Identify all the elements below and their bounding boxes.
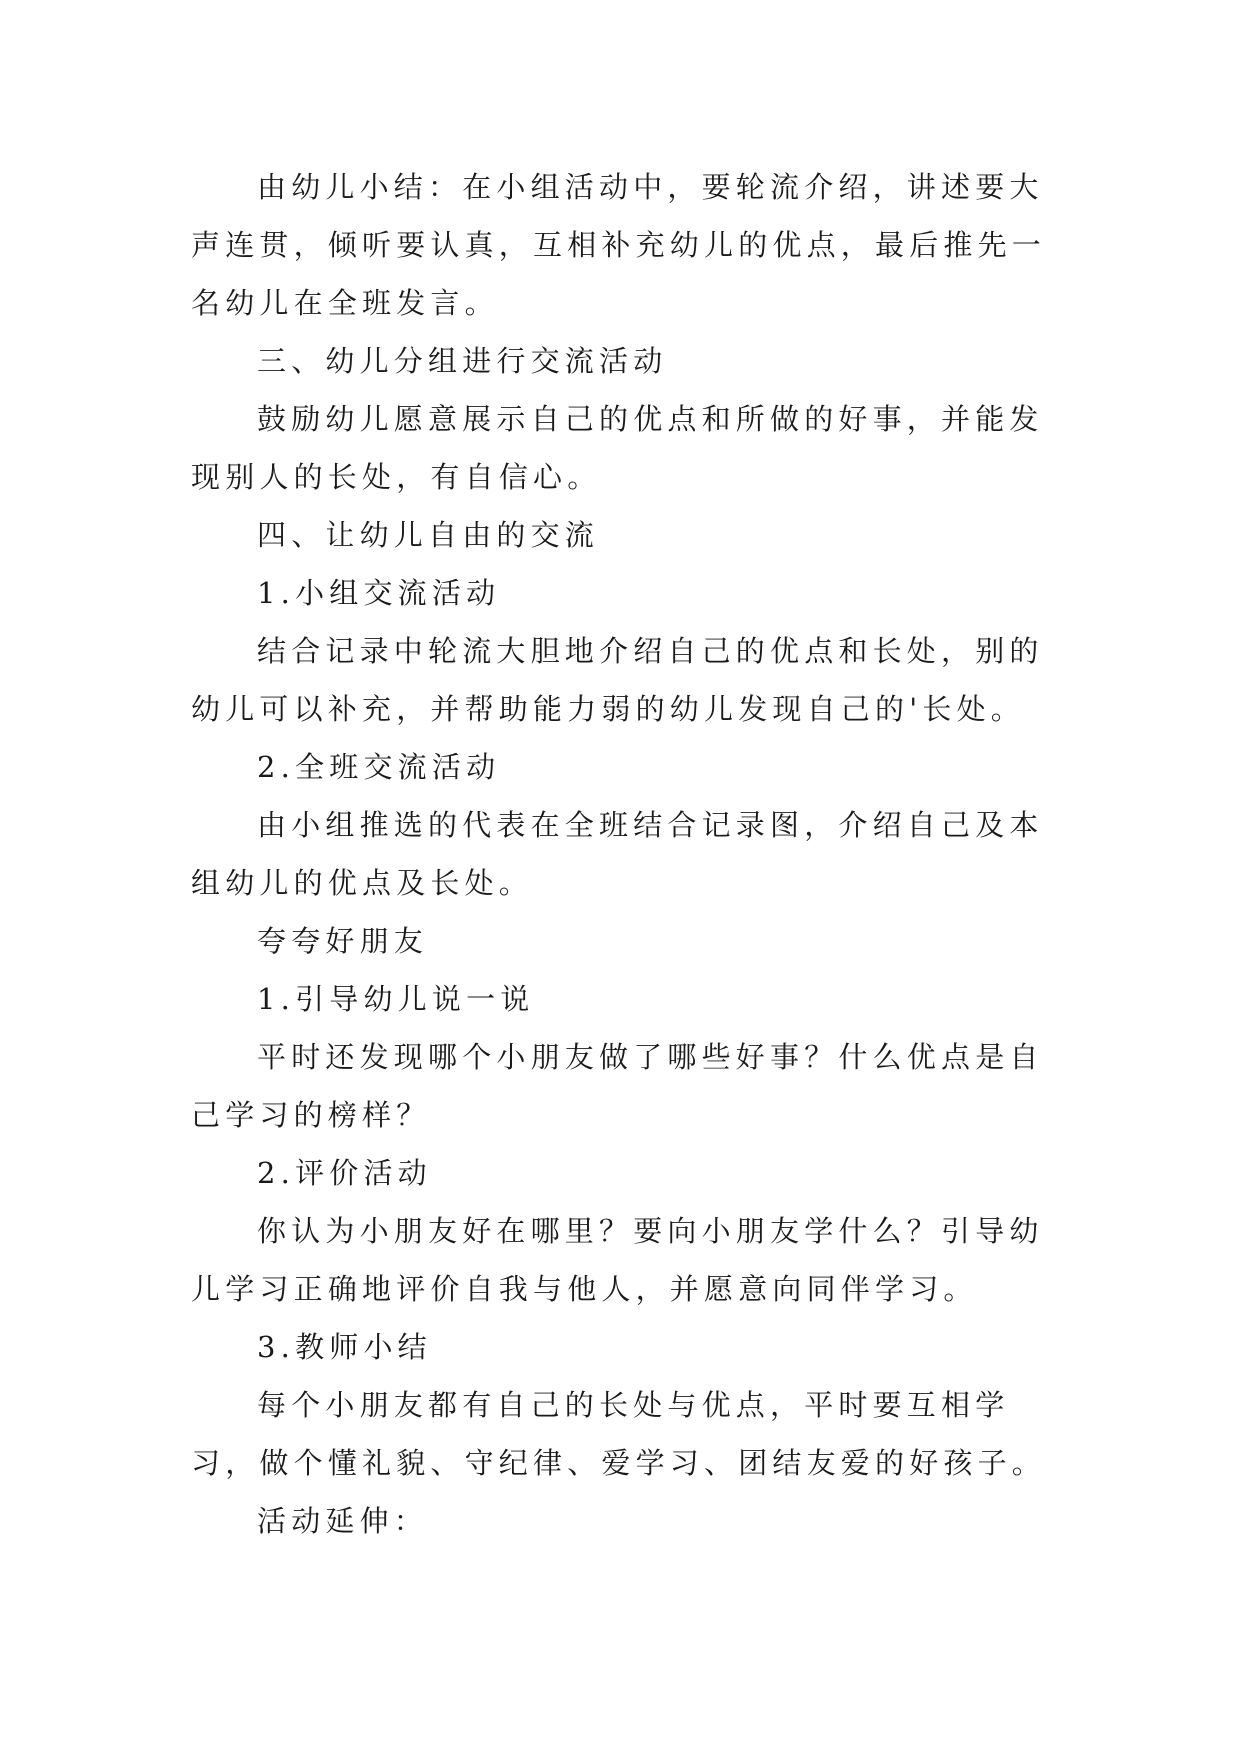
paragraph-teacher-summary: 每个小朋友都有自己的长处与优点，平时要互相学习，做个懂礼貌、守纪律、爱学习、团结友爱的好孩子。 — [191, 1388, 1047, 1480]
heading-praise-friends: 夸夸好朋友 — [257, 924, 429, 958]
paragraph-evaluation: 你认为小朋友好在哪里？要向小朋友学什么？引导幼儿学习正确地评价自我与他人，并愿意向同伴学习。 — [191, 1214, 1044, 1306]
subheading-class-exchange: 2.全班交流活动 — [257, 750, 501, 784]
paragraph-group-exchange: 结合记录中轮流大胆地介绍自己的优点和长处，别的幼儿可以补充，并帮助能力弱的幼儿发现自己的'长处。 — [191, 634, 1044, 726]
heading-section-three: 三、幼儿分组进行交流活动 — [257, 344, 668, 378]
heading-activity-extension: 活动延伸： — [257, 1504, 429, 1538]
heading-section-four: 四、让幼儿自由的交流 — [257, 518, 600, 552]
subheading-evaluation: 2.评价活动 — [257, 1156, 432, 1190]
paragraph-class-exchange: 由小组推选的代表在全班结合记录图，介绍自己及本组幼儿的优点及长处。 — [191, 808, 1044, 900]
document-body — [191, 158, 1051, 1550]
paragraph-guide-speaking: 平时还发现哪个小朋友做了哪些好事？什么优点是自己学习的榜样？ — [191, 1040, 1044, 1132]
paragraph-summary: 由幼儿小结：在小组活动中，要轮流介绍，讲述要大声连贯，倾听要认真，互相补充幼儿的优点，最后推先一名幼儿在全班发言。 — [191, 170, 1047, 320]
subheading-guide-speaking: 1.引导幼儿说一说 — [257, 982, 535, 1016]
paragraph-encourage: 鼓励幼儿愿意展示自己的优点和所做的好事，并能发现别人的长处，有自信心。 — [191, 402, 1044, 494]
subheading-teacher-summary: 3.教师小结 — [257, 1330, 432, 1364]
subheading-group-exchange: 1.小组交流活动 — [257, 576, 501, 610]
